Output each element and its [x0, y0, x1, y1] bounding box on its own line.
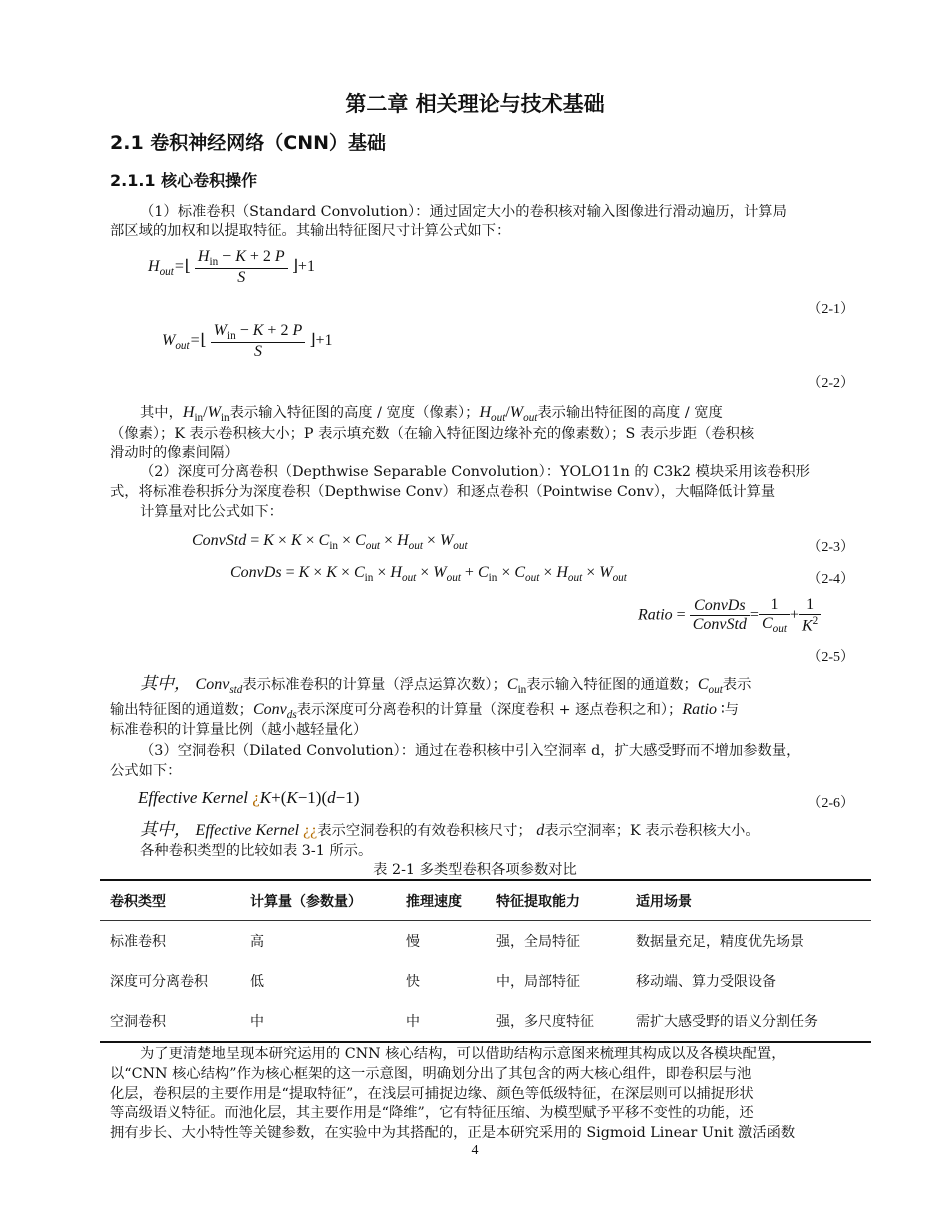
table-bottom-rule: [100, 1041, 871, 1043]
equation-2-5: Ratio = $\frac{\text{ConvDs}}{\text{ConvStd}}$ = $\frac{1}{C_{out}}$ + $\frac{1}{K^2}$: [638, 596, 821, 635]
table-header-cell: 推理速度: [406, 894, 462, 910]
text-fragment: ∶与: [721, 702, 740, 718]
paragraph-conv-terms-cont: 输出特征图的通道数；Conv$_{ds}$表示深度可分离卷积的计算量（深度卷积 + 逐点卷积之和）；Ratio ∶与: [110, 701, 740, 721]
text-fragment: 表示输入特征图的高度 / 宽度（像素）；: [229, 405, 480, 421]
table-row: [110, 921, 876, 961]
table-cell: 中: [250, 1014, 264, 1030]
equation-number: （2-3）: [807, 540, 854, 555]
table-cell: 快: [406, 974, 420, 990]
table-cell: 深度可分离卷积: [110, 974, 208, 990]
text-line: 式，将标准卷积拆分为深度卷积（Depthwise Conv）和逐点卷积（Pointwise Conv），大幅降低计算量: [110, 484, 776, 500]
equation-number: （2-2）: [807, 376, 854, 391]
text-fragment: 表示: [722, 677, 752, 693]
subsection-title: 2.1.1 核心卷积操作: [110, 171, 258, 190]
text-line: 化层，卷积层的主要作用是“提取特征”，在浅层可捕捉边缘、颜色等低级特征，在深层则可以捕捉形状: [110, 1086, 754, 1102]
table-header-cell: 计算量（参数量）: [250, 894, 362, 910]
table-cell: 空洞卷积: [110, 1014, 166, 1030]
text-line: （像素）；K 表示卷积核大小；P 表示填充数（在输入特征图边缘补充的像素数）；S 表示步距（卷积核: [110, 426, 755, 442]
table-header-row: [110, 881, 876, 921]
text-fragment: 表示输入特征图的通道数；: [526, 677, 698, 693]
table-cell: 高: [250, 934, 264, 950]
equation-number: （2-6）: [807, 796, 854, 811]
text-line: 计算量对比公式如下：: [140, 504, 283, 520]
text-fragment: 其中，: [140, 820, 191, 839]
table-caption: 表 2-1 多类型卷积各项参数对比: [373, 862, 577, 878]
table-cell: 低: [250, 974, 264, 990]
text-line: （1）标准卷积（Standard Convolution）：通过固定大小的卷积核对输入图像进行滑动遍历，计算局: [140, 204, 787, 220]
equation-number: （2-1）: [807, 302, 854, 317]
text-line: 各种卷积类型的比较如表 3-1 所示。: [140, 843, 373, 859]
text-line: 公式如下：: [110, 763, 182, 779]
table-cell: 需扩大感受野的语义分割任务: [636, 1014, 818, 1030]
text-line: 为了更清楚地呈现本研究运用的 CNN 核心结构，可以借助结构示意图来梳理其构成以及各模块配置，: [140, 1046, 786, 1062]
table-cell: 中，局部特征: [496, 974, 580, 990]
paragraph-dilated-terms: 其中， Effective Kernel ¿¿表示空洞卷积的有效卷积核尺寸； d表示空洞率；K 表示卷积核大小。: [140, 820, 760, 839]
text-line: 拥有步长、大小特性等关键参数，在实验中为其搭配的，正是本研究采用的 Sigmoid Linear Unit 激活函数: [110, 1125, 796, 1141]
text-fragment: 表示空洞卷积的有效卷积核尺寸；: [317, 823, 532, 839]
table-cell: 强，多尺度特征: [496, 1014, 594, 1030]
equation-2-1: $H_{out}=⌊$ $\frac{H_{in} - K + 2 P}{S}$ ⌋+1: [148, 248, 315, 286]
text-line: 以“CNN 核心结构”作为核心框架的这一示意图，明确划分出了其包含的两大核心组件，即卷积层与池: [110, 1066, 752, 1082]
table-header-cell: 特征提取能力: [496, 894, 580, 910]
table-cell: 慢: [406, 934, 420, 950]
table-cell: 标准卷积: [110, 934, 166, 950]
text-line: 部区域的加权和以提取特征。其输出特征图尺寸计算公式如下：: [110, 223, 511, 239]
paragraph-standard-conv-cont: [110, 222, 510, 241]
text-fragment: 输出特征图的通道数；: [110, 702, 253, 718]
table-cell: 中: [406, 1014, 420, 1030]
text-line: （3）空洞卷积（Dilated Convolution）：通过在卷积核中引入空洞率 d，扩大感受野而不增加参数量，: [140, 743, 801, 759]
table-cell: 数据量充足，精度优先场景: [636, 934, 804, 950]
equation-2-2: $W_{out}=⌊$ $\frac{W_{in} - K + 2 P}{S}$ ⌋+1: [162, 322, 333, 360]
table-cell: 强，全局特征: [496, 934, 580, 950]
equation-number: （2-5）: [807, 650, 854, 665]
section-title: 2.1 卷积神经网络（CNN）基础: [110, 132, 387, 154]
paragraph-conv-terms: 其中， Conv$_{std}$表示标准卷积的计算量（浮点运算次数）；$C_{in}$表示输入特征图的通道数；$C_{out}$表示: [140, 674, 752, 696]
table-header-cell: 适用场景: [636, 894, 692, 910]
paragraph-standard-conv: [140, 203, 787, 222]
table-header-cell: 卷积类型: [110, 894, 166, 910]
text-line: 等高级语义特征。而池化层，其主要作用是“降维”，它有特征压缩、为模型赋予平移不变性的功能，还: [110, 1105, 754, 1121]
text-fragment: 其中，: [140, 674, 191, 693]
text-fragment: 表示深度可分离卷积的计算量（深度卷积 + 逐点卷积之和）；: [296, 702, 683, 718]
equation-number: （2-4）: [807, 572, 854, 587]
text-line: （2）深度可分离卷积（Depthwise Separable Convolution）：YOLO11n 的 C3k2 模块采用该卷积形: [140, 464, 810, 480]
table-row: [110, 961, 876, 1001]
equation-2-3: ConvStd = $K \times K \times C_{in} \times C_{out} \times H_{out} \times W_{out}$: [192, 532, 468, 552]
text-fragment: 表示空洞率；K 表示卷积核大小。: [544, 823, 760, 839]
page-number: 4: [471, 1143, 479, 1158]
text-fragment: 表示标准卷积的计算量（浮点运算次数）；: [242, 677, 507, 693]
text-fragment: 表示输出特征图的高度 / 宽度: [537, 405, 723, 421]
comparison-table: [110, 881, 876, 1041]
equation-2-4: ConvDs = $K \times K \times C_{in} \times H_{out} \times W_{out} + C_{in} \times C_{out} \times H_{out} \times W_{out}$: [230, 564, 627, 584]
paragraph-symbols: 其中，$H_{in}/W_{in}$表示输入特征图的高度 / 宽度（像素）；$H_{out}/W_{out}$表示输出特征图的高度 / 宽度: [140, 404, 723, 424]
chapter-title: 第二章 相关理论与技术基础: [345, 92, 605, 116]
table-cell: 移动端、算力受限设备: [636, 974, 776, 990]
text-line: 滑动时的像素间隔）: [110, 445, 239, 461]
text-line: 标准卷积的计算量比例（越小越轻量化）: [110, 722, 368, 738]
equation-2-6: Effective Kernel ¿K+(K−1)(d−1): [138, 788, 360, 807]
table-row: [110, 1001, 876, 1041]
